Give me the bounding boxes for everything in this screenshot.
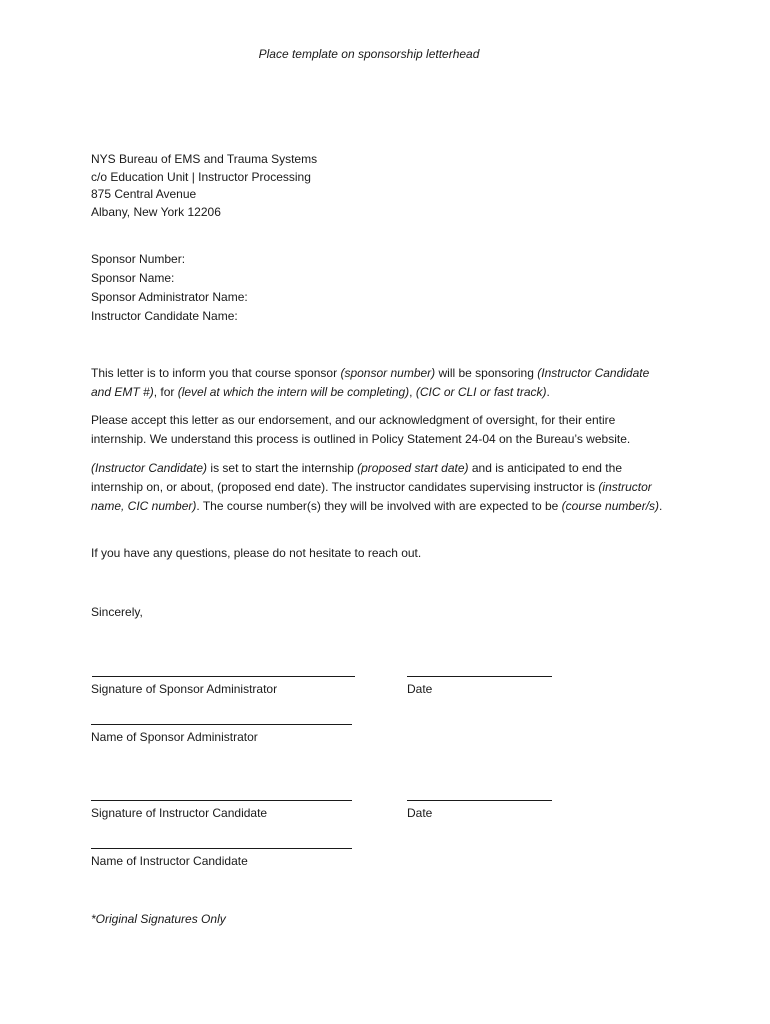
placeholder-candidate-emt: (Instructor Candidate and EMT #) [91,366,650,399]
address-line-2: c/o Education Unit | Instructor Processing [91,169,311,184]
original-signatures-note: *Original Signatures Only [91,912,226,926]
placeholder-course-numbers: (course number/s) [561,499,660,513]
candidate-date-line[interactable] [407,800,552,801]
sponsor-date-label: Date [407,682,433,696]
placeholder-instructor: (instructor name, CIC number) [91,480,652,513]
text-run: . [546,385,550,399]
sponsor-name-label: Name of Sponsor Administrator [91,730,258,744]
sponsor-date-line[interactable] [407,676,552,677]
placeholder-start-date: (proposed start date) [357,461,469,475]
address-line-1: NYS Bureau of EMS and Trauma Systems [91,152,318,166]
text-run: will be sponsoring [435,366,538,380]
sponsor-name-line[interactable] [91,724,352,725]
text-run: This letter is to inform you that course sponsor [91,366,341,380]
letterhead-note: Place template on sponsorship letterhead [258,47,480,61]
placeholder-candidate: (Instructor Candidate) [91,461,208,475]
sponsor-admin-name-label: Sponsor Administrator Name: [91,290,248,304]
text-run: . [659,499,663,513]
candidate-name-label: Instructor Candidate Name: [91,309,238,323]
sponsor-name-label: Sponsor Name: [91,271,175,285]
sponsor-fields [91,250,691,326]
candidate-signature-line[interactable] [91,800,352,801]
recipient-address [91,151,691,221]
address-line-3: 875 Central Avenue [91,187,197,201]
sponsor-signature-line[interactable] [92,676,355,677]
sponsor-number-label: Sponsor Number: [91,252,186,266]
body-paragraph-1 [91,364,671,402]
body-paragraph-4: If you have any questions, please do not hesitate to reach out. [91,546,422,560]
body-paragraph-2: Please accept this letter as our endorsement, and our acknowledgment of oversight, for their entire internship. We understand this process is outlined in Policy Statement 24-04 on the Bureau’s website. [91,413,631,446]
text-run: . The course number(s) they will be involved with are expected to be [196,499,562,513]
closing: Sincerely, [91,605,143,619]
candidate-name-line[interactable] [91,848,352,849]
text-run: and is anticipated to end the internship on, or about, (proposed end date). The instructor candidates supervising instructor is [91,461,622,494]
body-paragraph-3 [91,459,671,516]
candidate-date-label: Date [407,806,433,820]
text-run: , for [153,385,178,399]
candidate-name-label: Name of Instructor Candidate [91,854,248,868]
sponsor-signature-label: Signature of Sponsor Administrator [91,682,278,696]
placeholder-level: (level at which the intern will be completing) [177,385,410,399]
address-line-4: Albany, New York 12206 [91,204,221,219]
placeholder-track: (CIC or CLI or fast track) [415,385,547,399]
candidate-signature-label: Signature of Instructor Candidate [91,806,268,820]
text-run: , [409,385,416,399]
placeholder-sponsor-number: (sponsor number) [340,366,436,380]
text-run: is set to start the internship [207,461,358,475]
